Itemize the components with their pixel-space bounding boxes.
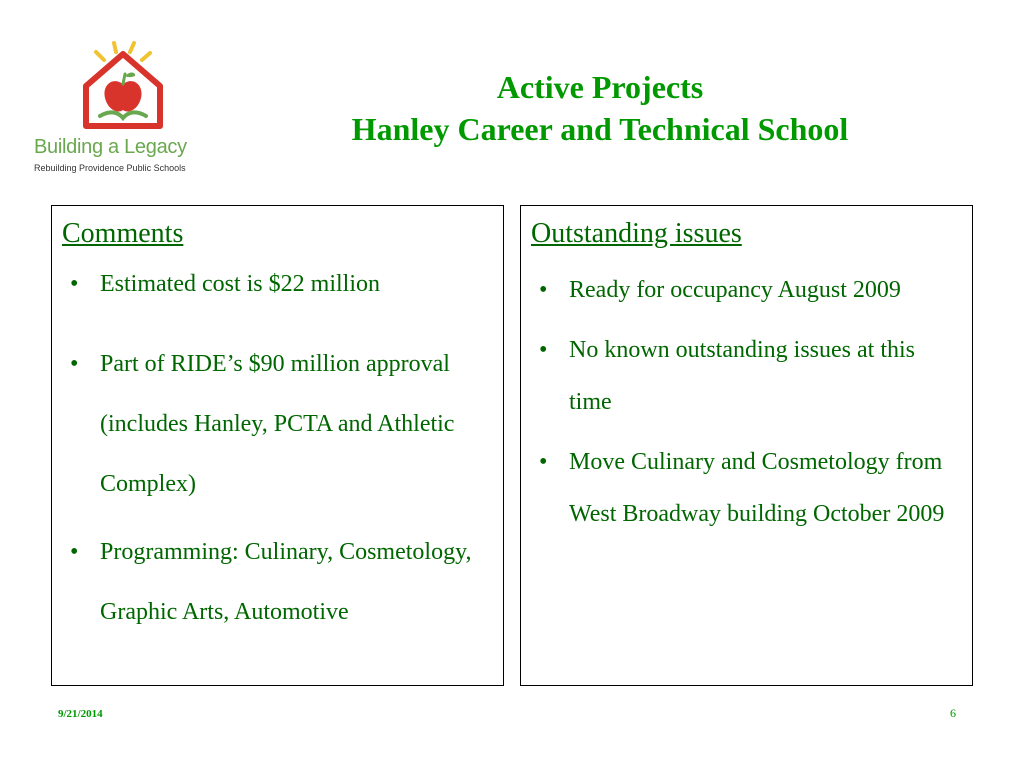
bullet-icon: •	[70, 271, 79, 297]
comments-panel	[51, 205, 504, 686]
comments-heading: Comments	[62, 218, 184, 249]
comments-item	[62, 264, 493, 304]
bullet-icon: •	[539, 449, 548, 475]
logo-tagline: Rebuilding Providence Public Schools	[34, 163, 186, 173]
outstanding-issues-heading: Outstanding issues	[531, 218, 742, 249]
outstanding-issues-item-text: Ready for occupancy August 2009	[569, 277, 901, 303]
comments-item-text: Programming: Culinary, Cosmetology, Graphic Arts, Automotive	[100, 539, 472, 625]
slide-title-line2: Hanley Career and Technical School	[351, 111, 849, 147]
comments-item	[62, 334, 493, 514]
comments-item-text: Estimated cost is $22 million	[100, 271, 380, 297]
page-number: 6	[950, 706, 956, 720]
slide-title	[230, 66, 970, 150]
outstanding-issues-list	[531, 264, 962, 540]
outstanding-issues-panel	[520, 205, 973, 686]
bullet-icon: •	[70, 539, 79, 565]
bullet-icon: •	[539, 277, 548, 303]
outstanding-issues-item	[531, 324, 962, 428]
bullet-icon: •	[70, 351, 79, 377]
logo-name: Building a Legacy	[34, 136, 187, 158]
logo	[28, 40, 228, 180]
bullet-icon: •	[539, 337, 548, 363]
footer-date: 9/21/2014	[58, 708, 103, 720]
schoolhouse-apple-icon	[78, 40, 178, 136]
outstanding-issues-item	[531, 436, 962, 540]
outstanding-issues-item-text: No known outstanding issues at this time	[569, 337, 915, 415]
outstanding-issues-item	[531, 264, 962, 316]
slide-title-line1: Active Projects	[496, 69, 704, 105]
comments-item	[62, 522, 493, 642]
outstanding-issues-item-text: Move Culinary and Cosmetology from West Broadway building October 2009	[569, 449, 945, 527]
comments-item-text: Part of RIDE’s $90 million approval (includes Hanley, PCTA and Athletic Complex)	[100, 351, 455, 497]
comments-list	[62, 264, 493, 642]
